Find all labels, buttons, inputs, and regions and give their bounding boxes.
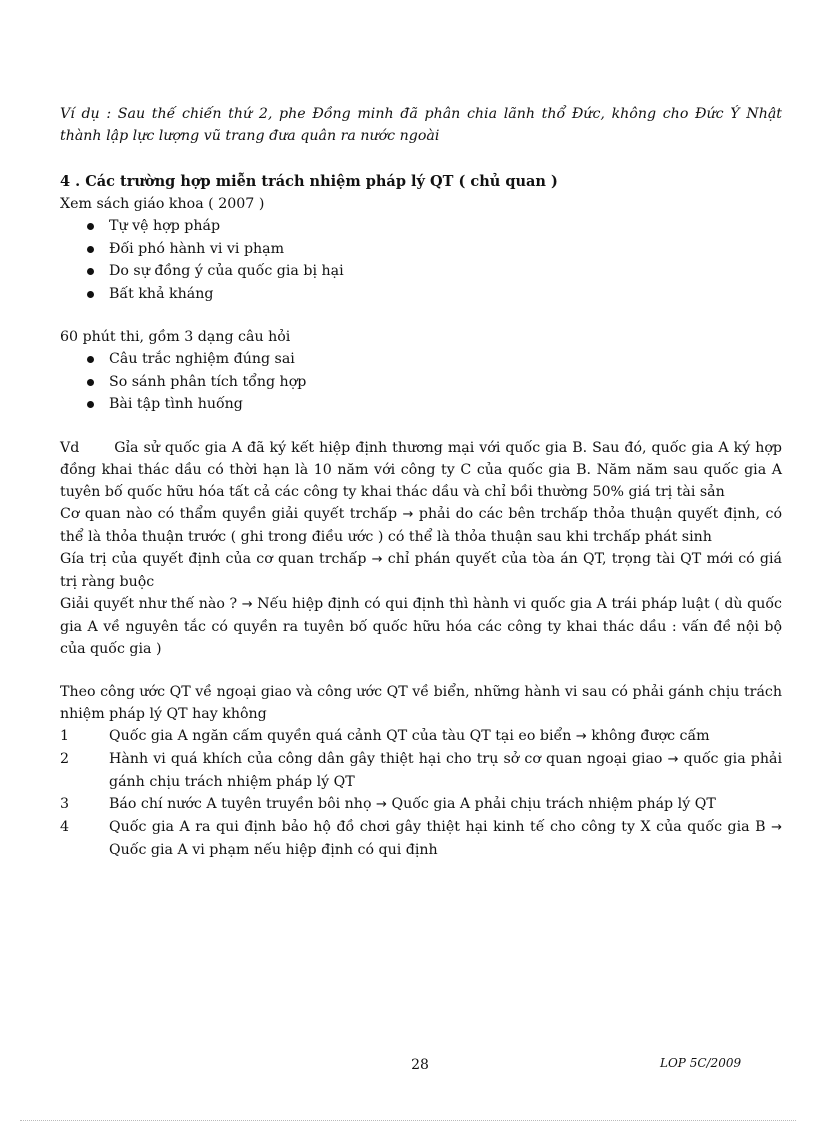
list-item: Do sự đồng ý của quốc gia bị hại bbox=[60, 260, 782, 283]
vd-section bbox=[60, 437, 782, 660]
arrow-icon: → bbox=[771, 820, 782, 835]
table-row: 1 Quốc gia A ngăn cấm quyền quá cảnh QT của tàu QT tại eo biển → không được cấm bbox=[60, 725, 782, 748]
vd-question-2: Gía trị của quyết định của cơ quan trchấp → chỉ phán quyết của tòa án QT, trọng tài QT mới có giá trị ràng buộc bbox=[60, 551, 783, 590]
vd-question-3: Giải quyết như thế nào ? → Nếu hiệp định có qui định thì hành vi quốc gia A trái pháp luật ( dù quốc gia A về nguyên tắc có quyền ra tuyên bố quốc hữu hóa các công ty khai thác dầu : vấn đề nội bộ của quốc gia ) bbox=[60, 596, 782, 657]
list-item: Bất khả kháng bbox=[60, 283, 782, 306]
table-row: 2 Hành vi quá khích của công dân gây thiệt hại cho trụ sở cơ quan ngoại giao → quốc gia phải gánh chịu trách nhiệm pháp lý QT bbox=[60, 748, 782, 793]
item-number: 1 bbox=[60, 728, 70, 744]
bullet-icon bbox=[87, 268, 94, 275]
item-number: 3 bbox=[60, 796, 70, 812]
list-item: Bài tập tình huống bbox=[60, 393, 782, 416]
item-number: 4 bbox=[60, 819, 70, 835]
vd-text: Gỉa sử quốc gia A đã ký kết hiệp định thương mại với quốc gia B. Sau đó, quốc gia A ký hợp đồng khai thác dầu có thời hạn là 10 năm với công ty C của quốc gia B. Năm năm sau quốc gia A tuyên bố quốc hữu hóa tất cả các công ty khai thác dầu và chỉ bồi thường 50% giá trị tài sản bbox=[60, 440, 782, 500]
vd-question-1: Cơ quan nào có thẩm quyền giải quyết trchấp → phải do các bên trchấp thỏa thuận quyết định, có thể là thỏa thuận trước ( ghi trong điều ước ) có thể là thỏa thuận sau khi trchấp phát sinh bbox=[60, 506, 783, 545]
item-number: 2 bbox=[60, 751, 70, 767]
list-item: So sánh phân tích tổng hợp bbox=[60, 371, 782, 394]
arrow-icon: → bbox=[376, 797, 387, 812]
bullet-icon bbox=[87, 291, 94, 298]
arrow-icon: → bbox=[575, 729, 587, 744]
section-4 bbox=[60, 171, 782, 305]
list-item: Tự vệ hợp pháp bbox=[60, 215, 782, 238]
section-4-heading: 4 . Các trường hợp miễn trách nhiệm pháp lý QT ( chủ quan ) bbox=[60, 173, 558, 190]
theo-section bbox=[60, 681, 782, 861]
bullet-icon bbox=[87, 356, 94, 363]
exam-section bbox=[60, 326, 782, 416]
section-4-reference: Xem sách giáo khoa ( 2007 ) bbox=[60, 196, 265, 212]
bullet-icon bbox=[87, 379, 94, 386]
arrow-icon: → bbox=[241, 597, 253, 612]
arrow-icon: → bbox=[667, 752, 679, 767]
page-number: 28 bbox=[411, 1057, 429, 1073]
bullet-icon bbox=[87, 401, 94, 408]
theo-intro: Theo công ước QT về ngoại giao và công ước QT về biển, những hành vi sau có phải gánh chịu trách nhiệm pháp lý QT hay không bbox=[60, 684, 782, 722]
vd-label: Vd bbox=[60, 440, 80, 456]
list-item: Câu trắc nghiệm đúng sai bbox=[60, 348, 782, 371]
exam-intro: 60 phút thi, gồm 3 dạng câu hỏi bbox=[60, 329, 291, 345]
arrow-icon: → bbox=[402, 507, 414, 522]
table-row: 4 Quốc gia A ra qui định bảo hộ đồ chơi gây thiệt hại kinh tế cho công ty X của quốc gia B → Quốc gia A vi phạm nếu hiệp định có qui định bbox=[60, 816, 782, 861]
table-row: 3 Báo chí nước A tuyên truyền bôi nhọ → Quốc gia A phải chịu trách nhiệm pháp lý QT bbox=[60, 793, 782, 816]
vd-paragraph bbox=[60, 437, 782, 503]
arrow-icon: → bbox=[371, 552, 383, 567]
example-paragraph: Ví dụ : Sau thế chiến thứ 2, phe Đồng minh đã phân chia lãnh thổ Đức, không cho Đức Ý Nhật thành lập lực lượng vũ trang đưa quân ra nước ngoài bbox=[60, 106, 782, 144]
exam-question-types bbox=[60, 348, 782, 416]
page-bottom-divider bbox=[20, 1120, 796, 1121]
list-item: Đối phó hành vi vi phạm bbox=[60, 238, 782, 261]
exemption-list bbox=[60, 215, 782, 305]
class-label: LOP 5C/2009 bbox=[660, 1056, 742, 1070]
bullet-icon bbox=[87, 246, 94, 253]
bullet-icon bbox=[87, 223, 94, 230]
